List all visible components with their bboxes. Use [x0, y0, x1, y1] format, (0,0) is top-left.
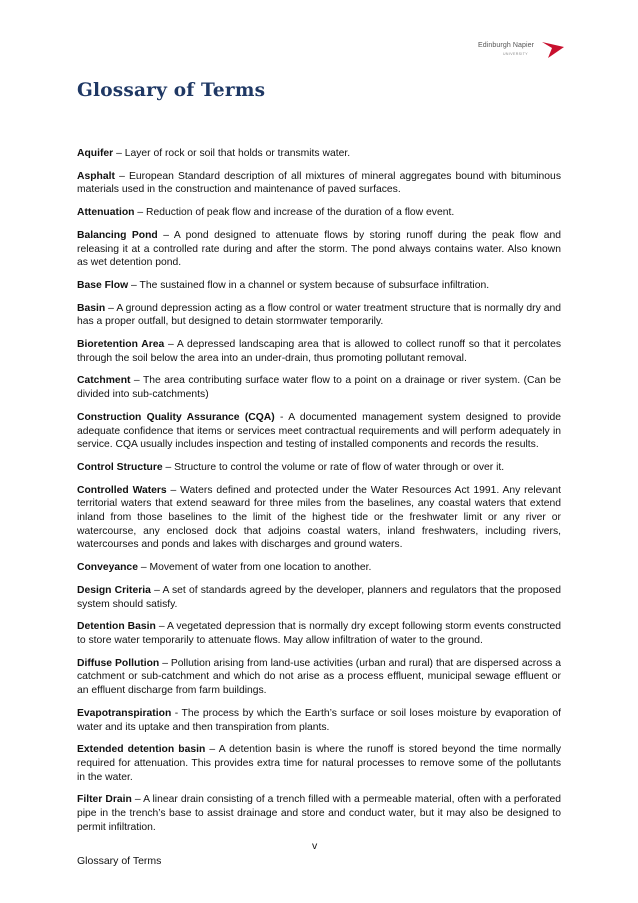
- term-separator: –: [134, 207, 146, 219]
- glossary-definition: The sustained flow in a channel or system because of subsurface infiltration.: [139, 279, 490, 291]
- term-separator: –: [137, 562, 150, 574]
- glossary-entry: [77, 461, 561, 475]
- glossary-term: Conveyance: [77, 562, 138, 574]
- glossary-term: Design Criteria: [77, 584, 151, 596]
- term-separator: –: [113, 148, 125, 159]
- term-separator: –: [205, 744, 219, 756]
- glossary-entry: [77, 620, 561, 647]
- glossary-term: Evapotranspiration: [77, 707, 172, 719]
- glossary-definition: A linear drain consisting of a trench filled with a permeable material, often with a perforated pipe in the trench’s base to assist drainage and store and conduct water, but it may also be designed to permit infiltration.: [77, 794, 562, 833]
- page-number: v: [312, 840, 318, 852]
- glossary-definition: A detention basin is where the runoff is stored beyond the time normally required for attenuation. This provides extra time for natural processes to remove some of the pollutants in the water.: [77, 744, 561, 783]
- glossary-term: Detention Basin: [77, 621, 156, 633]
- glossary-entry: [77, 170, 561, 197]
- term-separator: -: [274, 411, 289, 423]
- glossary-entry: [77, 338, 561, 365]
- glossary-entry: [77, 793, 561, 834]
- glossary-entry: [77, 229, 561, 270]
- term-separator: –: [105, 302, 117, 314]
- term-separator: –: [164, 339, 177, 351]
- glossary-definition: Pollution arising from land-use activities (urban and rural) that are dispersed across a catchment or sub-catchment and which do not arise as a process effluent, municipal sewage effluent or an effluent discharge from farm buildings.: [77, 657, 561, 697]
- glossary-entry: [77, 584, 561, 611]
- term-separator: -: [171, 707, 182, 719]
- glossary-term: Balancing Pond: [77, 229, 158, 241]
- glossary-definition: The process by which the Earth’s surface or soil loses moisture by evaporation of water and its uptake and then transpiration from plants.: [77, 707, 561, 733]
- glossary-entry: [77, 707, 561, 734]
- glossary-definition: A ground depression acting as a flow control or water treatment structure that is normally dry and has a proper outfall, but designed to detain stormwater temporarily.: [77, 302, 562, 328]
- glossary-definition: European Standard description of all mixtures of mineral aggregates bound with bituminous materials used in the construction and maintenance of paved surfaces.: [77, 170, 561, 196]
- glossary-definition: Movement of water from one location to another.: [149, 562, 372, 574]
- glossary-entry: [77, 657, 561, 698]
- logo-text: Edinburgh Napier: [478, 42, 535, 49]
- term-separator: –: [130, 375, 143, 387]
- glossary-definition: A documented management system designed to provide adequate confidence that items or services meet contractual requirements and will perform adequately in service. CQA usually includes inspection and testing of installed components and records the results.: [77, 411, 561, 451]
- glossary-term: Catchment: [77, 375, 131, 387]
- glossary-definition: Waters defined and protected under the Water Resources Act 1991. Any relevant territorial waters that extend seaward for three miles from the baselines, any coastal waters that extend inland from those baselines to the limit of the highest tide or the freshwater limit or any river or watercourse, any enclosed dock that adjoins coastal waters, inland freshwaters, including rivers, watercourses and ponds and lakes with discharges and ground waters.: [77, 484, 561, 551]
- glossary-term: Basin: [77, 302, 106, 314]
- term-separator: –: [150, 584, 163, 596]
- glossary-definition: Reduction of peak flow and increase of the duration of a flow event.: [145, 207, 455, 219]
- glossary-definition: Layer of rock or soil that holds or transmits water.: [124, 148, 351, 159]
- term-separator: –: [131, 794, 144, 806]
- glossary-term: Diffuse Pollution: [77, 657, 160, 669]
- glossary-definition: A depressed landscaping area that is allowed to collect runoff so that it percolates through the soil below the area into an under-drain, thus promoting pollutant removal.: [77, 339, 561, 364]
- page-footer: Glossary of Terms: [77, 855, 162, 867]
- glossary-definition: A vegetated depression that is normally dry except following storm events constructed to store water temporarily to attenuate flows. May allow infiltration of water to the ground.: [77, 621, 561, 646]
- glossary-entry: [77, 484, 561, 553]
- term-separator: –: [128, 279, 140, 291]
- glossary-term: Control Structure: [77, 461, 163, 473]
- glossary-term: Bioretention Area: [77, 339, 165, 351]
- glossary-list: [77, 147, 561, 843]
- glossary-term: Attenuation: [77, 207, 135, 219]
- logo-chevron-icon: [542, 38, 564, 60]
- glossary-term: Construction Quality Assurance (CQA): [77, 411, 275, 423]
- glossary-entry: [77, 374, 561, 401]
- glossary-term: Base Flow: [77, 279, 129, 291]
- term-separator: –: [166, 484, 181, 496]
- glossary-term: Filter Drain: [77, 794, 132, 806]
- term-separator: –: [162, 461, 175, 473]
- glossary-entry: [77, 279, 561, 293]
- glossary-definition: The area contributing surface water flow to a point on a drainage or river system. (Can be divided into sub-catchments): [77, 375, 561, 401]
- page-title: Glossary of Terms: [77, 80, 266, 101]
- term-separator: –: [155, 621, 168, 633]
- glossary-entry: [77, 147, 561, 161]
- glossary-definition: A set of standards agreed by the developer, planners and regulators that the proposed system should satisfy.: [77, 584, 561, 610]
- logo-subtext: UNIVERSITY: [503, 52, 529, 56]
- university-logo: [478, 38, 564, 62]
- glossary-entry: [77, 743, 561, 784]
- glossary-term: Aquifer: [77, 148, 114, 159]
- glossary-term: Controlled Waters: [77, 484, 167, 496]
- term-separator: –: [157, 229, 174, 241]
- glossary-definition: Structure to control the volume or rate of flow of water through or over it.: [174, 461, 505, 473]
- term-separator: –: [159, 657, 171, 669]
- glossary-term: Asphalt: [77, 170, 115, 182]
- glossary-entry: [77, 302, 561, 329]
- glossary-entry: [77, 561, 561, 575]
- glossary-entry: [77, 206, 561, 220]
- glossary-definition: A pond designed to attenuate flows by storing runoff during the peak flow and releasing it at a controlled rate during and after the storm. The pond always contains water. Also known as wet detention pond.: [77, 229, 561, 269]
- glossary-entry: [77, 411, 561, 452]
- term-separator: –: [114, 170, 129, 182]
- glossary-term: Extended detention basin: [77, 744, 206, 756]
